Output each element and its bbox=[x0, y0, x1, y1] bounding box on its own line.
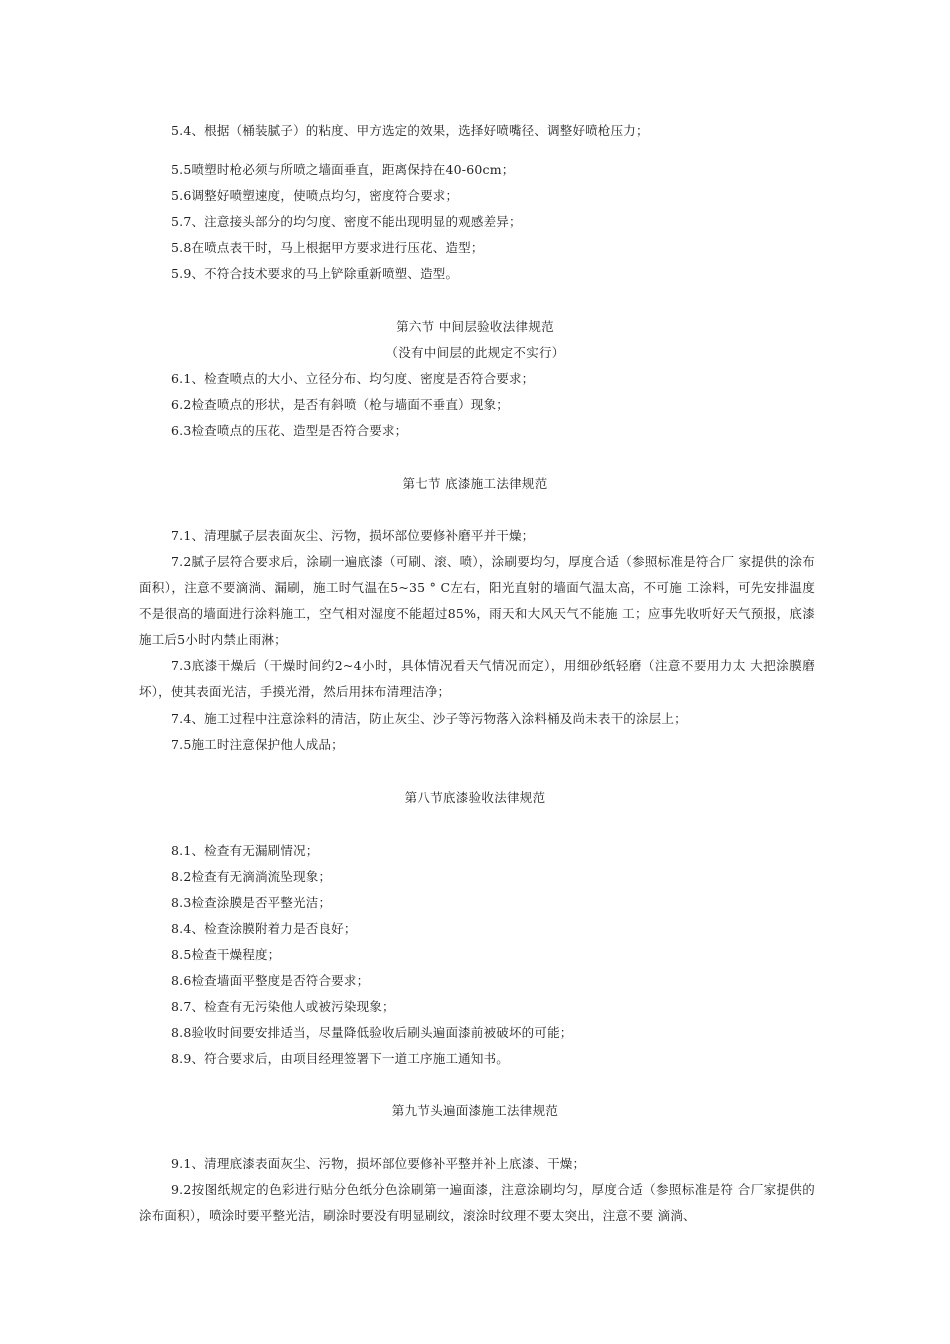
clause-6-1: 6.1、检查喷点的大小、立径分布、均匀度、密度是否符合要求； bbox=[171, 371, 535, 386]
clause-8-5: 8.5检查干燥程度； bbox=[171, 947, 281, 962]
clause-5-9: 5.9、不符合技术要求的马上铲除重新喷塑、造型。 bbox=[171, 266, 459, 281]
clause-8-1: 8.1、检查有无漏刷情况； bbox=[171, 843, 319, 858]
clause-5-5: 5.5喷塑时枪必须与所喷之墙面垂直，距离保持在40-60cm； bbox=[171, 162, 515, 177]
section-9-title: 第九节头遍面漆施工法律规范 bbox=[391, 1103, 559, 1118]
clause-5-4: 5.4、根据（桶装腻子）的粘度、甲方选定的效果，选择好喷嘴径、调整好喷枪压力； bbox=[171, 123, 649, 138]
clause-8-3: 8.3检查涂膜是否平整光洁； bbox=[171, 895, 332, 910]
clause-8-8: 8.8验收时间要安排适当，尽量降低验收后刷头遍面漆前被破坏的可能； bbox=[171, 1025, 573, 1040]
clause-5-7: 5.7、注意接头部分的均匀度、密度不能出现明显的观感差异； bbox=[171, 214, 522, 229]
clause-8-6: 8.6检查墙面平整度是否符合要求； bbox=[171, 973, 370, 988]
clause-7-3: 7.3底漆干燥后（干燥时间约2~4小时，具体情况看天气情况而定），用细砂纸轻磨（注意不要用力太 大把涂膜磨坏），使其表面光洁，手摸光滑，然后用抹布清理洁净； bbox=[139, 658, 815, 699]
clause-8-4: 8.4、检查涂膜附着力是否良好； bbox=[171, 921, 357, 936]
clause-9-2: 9.2按图纸规定的色彩进行贴分色纸分色涂刷第一遍面漆，注意涂刷均匀，厚度合适（参照标准是符 合厂家提供的涂布面积），喷涂时要平整光洁，刷涂时要没有明显刷纹，滚涂时纹理不要太突出，注意不要 滴淌、 bbox=[139, 1182, 815, 1223]
clause-8-7: 8.7、检查有无污染他人或被污染现象； bbox=[171, 999, 395, 1014]
section-6-title: 第六节 中间层验收法律规范 bbox=[396, 319, 554, 334]
clause-9-1: 9.1、清理底漆表面灰尘、污物，损坏部位要修补平整并补上底漆、干燥； bbox=[171, 1156, 586, 1171]
section-7-title: 第七节 底漆施工法律规范 bbox=[402, 476, 548, 491]
clause-5-6: 5.6调整好喷塑速度，使喷点均匀，密度符合要求； bbox=[171, 188, 459, 203]
clause-7-5: 7.5施工时注意保护他人成品； bbox=[171, 737, 344, 752]
clause-7-4: 7.4、施工过程中注意涂料的清洁，防止灰尘、沙子等污物落入涂料桶及尚未表干的涂层上； bbox=[171, 711, 687, 726]
clause-6-2: 6.2检查喷点的形状，是否有斜喷（枪与墙面不垂直）现象； bbox=[171, 397, 509, 412]
clause-7-2: 7.2腻子层符合要求后，涂刷一遍底漆（可刷、滚、喷），涂刷要均匀，厚度合适（参照标准是符合厂 家提供的涂布面积），注意不要滴淌、漏刷，施工时气温在5~35 ° C左右，阳光直射的墙面气温太高，不可施 工涂料，可先安排温度不是很高的墙面进行涂料施工，空气相对湿度不能超过85%，雨天和大风天气不能施 工；应事先收听好天气预报，底漆施工后5小时内禁止雨淋； bbox=[139, 554, 815, 647]
section-6-subtitle: （没有中间层的此规定不实行） bbox=[385, 345, 565, 360]
clause-7-1: 7.1、清理腻子层表面灰尘、污物，损坏部位要修补磨平并干燥； bbox=[171, 528, 535, 543]
clause-8-9: 8.9、符合要求后，由项目经理签署下一道工序施工通知书。 bbox=[171, 1051, 509, 1066]
clause-6-3: 6.3检查喷点的压花、造型是否符合要求； bbox=[171, 423, 408, 438]
clause-8-2: 8.2检查有无滴淌流坠现象； bbox=[171, 869, 332, 884]
section-8-title: 第八节底漆验收法律规范 bbox=[404, 790, 546, 805]
clause-5-8: 5.8在喷点表干时，马上根据甲方要求进行压花、造型； bbox=[171, 240, 484, 255]
